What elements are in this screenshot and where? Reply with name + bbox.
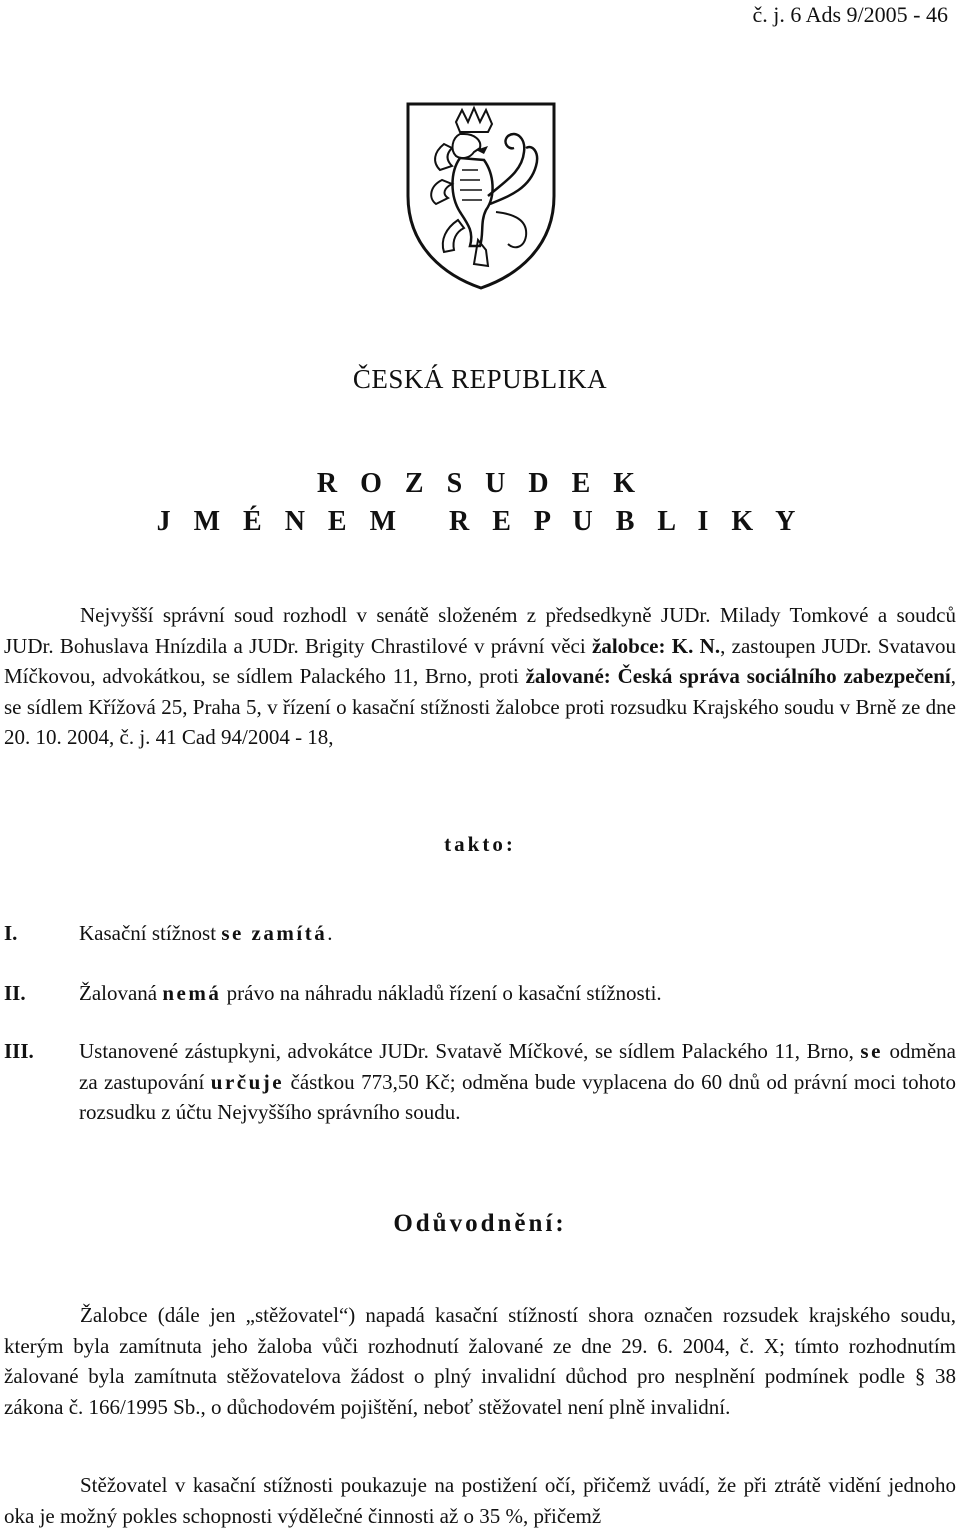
in-the-name-of-republic: J M É N E M R E P U B L I K Y	[156, 506, 804, 537]
emphasis: se zamítá	[221, 921, 328, 945]
defendant-label: žalované: Česká správa sociálního zabezpečení	[525, 664, 951, 688]
emphasis: nemá	[162, 981, 222, 1005]
text-part: .	[327, 921, 333, 945]
file-reference: č. j. 6 Ads 9/2005 - 46	[752, 2, 948, 27]
reasoning-paragraph: Stěžovatel v kasační stížnosti poukazuje na postižení očí, přičemž uvádí, že při ztrátě vidění jednoho oka je možný pokles schopnosti výdělečné činnosti až o 35 %, přičemž	[4, 1473, 956, 1528]
text-part: Kasační stížnost	[79, 921, 222, 945]
intro-text-2: , zastoupen JUDr. Svatavou Míčkovou, advokátkou, se sídlem Palackého 11, Brno, proti	[4, 633, 956, 688]
czech-coat-of-arms-lion-icon	[404, 100, 558, 290]
verdict-item-text	[79, 1036, 956, 1128]
emphasis: určuje	[210, 1069, 285, 1094]
intro-text-3: , se sídlem Křížová 25, Praha 5, v řízení o kasační stížnosti žalobce proti rozsudku Krajského soudu v Brně ze dne 20. 10. 2004, č. j. 41 Cad 94/2004 - 18,	[4, 664, 956, 749]
text-part: právo na náhradu nákladů řízení o kasační stížnosti.	[221, 981, 662, 1005]
verdict-item-number: II.	[4, 981, 26, 1005]
text-part: Ustanovené zástupkyni, advokátce JUDr. Svatavě Míčkové, se sídlem Palackého 11, Brno,	[79, 1039, 861, 1063]
verdict-item-text	[79, 978, 956, 1009]
reasoning-paragraph: Žalobce (dále jen „stěžovatel“) napadá kasační stížností shora označen rozsudek krajského soudu, kterým byla zamítnuta jeho žaloba vůči rozhodnutí žalované ze dne 29. 6. 2004, č. X; tímto rozhodnutím žalované byla zamítnuta stěžovatelova žádost o plný invalidní důchod pro nesplnění podmínek podle § 38 zákona č. 166/1995 Sb., o důchodovém pojištění, neboť stěžovatel není plně invalidní.	[4, 1303, 956, 1419]
text-part: částkou 773,50 Kč; odměna bude vyplacena do 60 dnů od právní moci tohoto rozsudku z účtu Nejvyššího správního soudu.	[79, 1069, 956, 1124]
emphasis: se	[860, 1039, 883, 1063]
plaintiff-label: žalobce: K. N.	[592, 633, 721, 658]
verdict-item-number: I.	[4, 921, 18, 945]
intro-text-1: Nejvyšší správní soud rozhodl v senátě složeném z předsedkyně JUDr. Milady Tomkové a soudců JUDr. Bohuslava Hnízdila a JUDr. Brigity Chrastilové v právní věci	[4, 603, 956, 658]
country-name: ČESKÁ REPUBLIKA	[352, 364, 608, 394]
verdict-item-text	[79, 918, 956, 949]
reasoning-heading: Odůvodnění:	[393, 1210, 567, 1237]
intro-paragraph	[4, 600, 956, 753]
verdict-item-number: III.	[4, 1039, 34, 1063]
text-part: Žalovaná	[79, 981, 163, 1005]
takto-heading: takto:	[444, 832, 516, 856]
verdict-title: R O Z S U D E K	[316, 468, 644, 499]
text-part: odměna za zastupování	[79, 1039, 956, 1094]
